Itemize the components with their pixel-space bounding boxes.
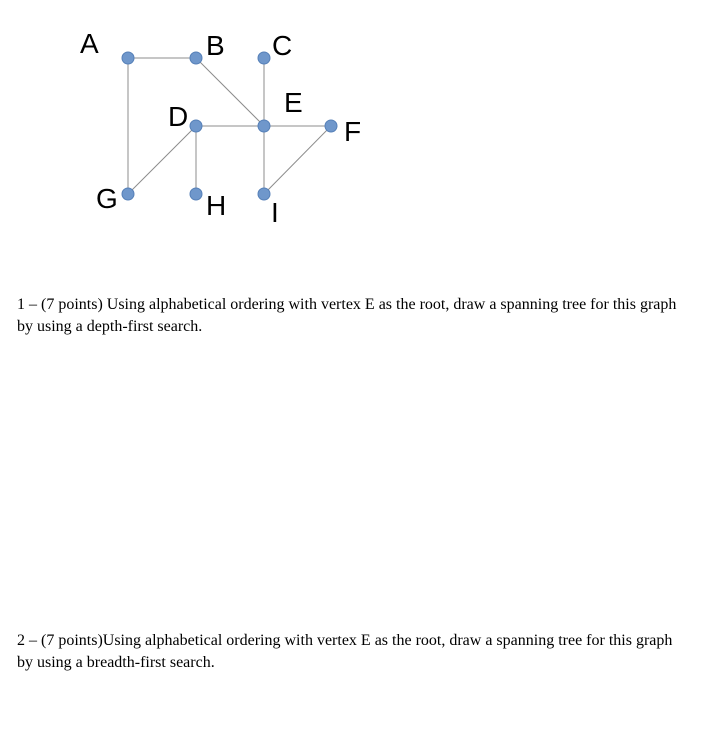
vertex-d (190, 120, 202, 132)
question-1-text: 1 – (7 points) Using alphabetical ordering with vertex E as the root, draw a spanning tree for this graph by using a depth-first search. (17, 296, 677, 335)
label-i: I (271, 197, 279, 228)
label-h: H (206, 190, 227, 221)
graph-figure (0, 0, 702, 240)
vertex-c (258, 52, 270, 64)
vertex-g (122, 188, 134, 200)
edge-d-g (128, 126, 196, 194)
graph-edges (128, 58, 331, 194)
vertex-h (190, 188, 202, 200)
label-f: F (344, 116, 362, 147)
label-e: E (284, 87, 303, 118)
label-a: A (80, 28, 99, 59)
vertex-e (258, 120, 270, 132)
edge-b-e (196, 58, 264, 126)
label-d: D (168, 101, 189, 132)
edge-f-i (264, 126, 331, 194)
vertex-a (122, 52, 134, 64)
vertex-f (325, 120, 337, 132)
label-g: G (96, 183, 118, 214)
label-b: B (206, 30, 225, 61)
vertex-i (258, 188, 270, 200)
question-2-text: 2 – (7 points)Using alphabetical ordering with vertex E as the root, draw a spanning tree for this graph by using a breadth-first search. (17, 632, 673, 671)
label-c: C (272, 30, 293, 61)
vertex-b (190, 52, 202, 64)
